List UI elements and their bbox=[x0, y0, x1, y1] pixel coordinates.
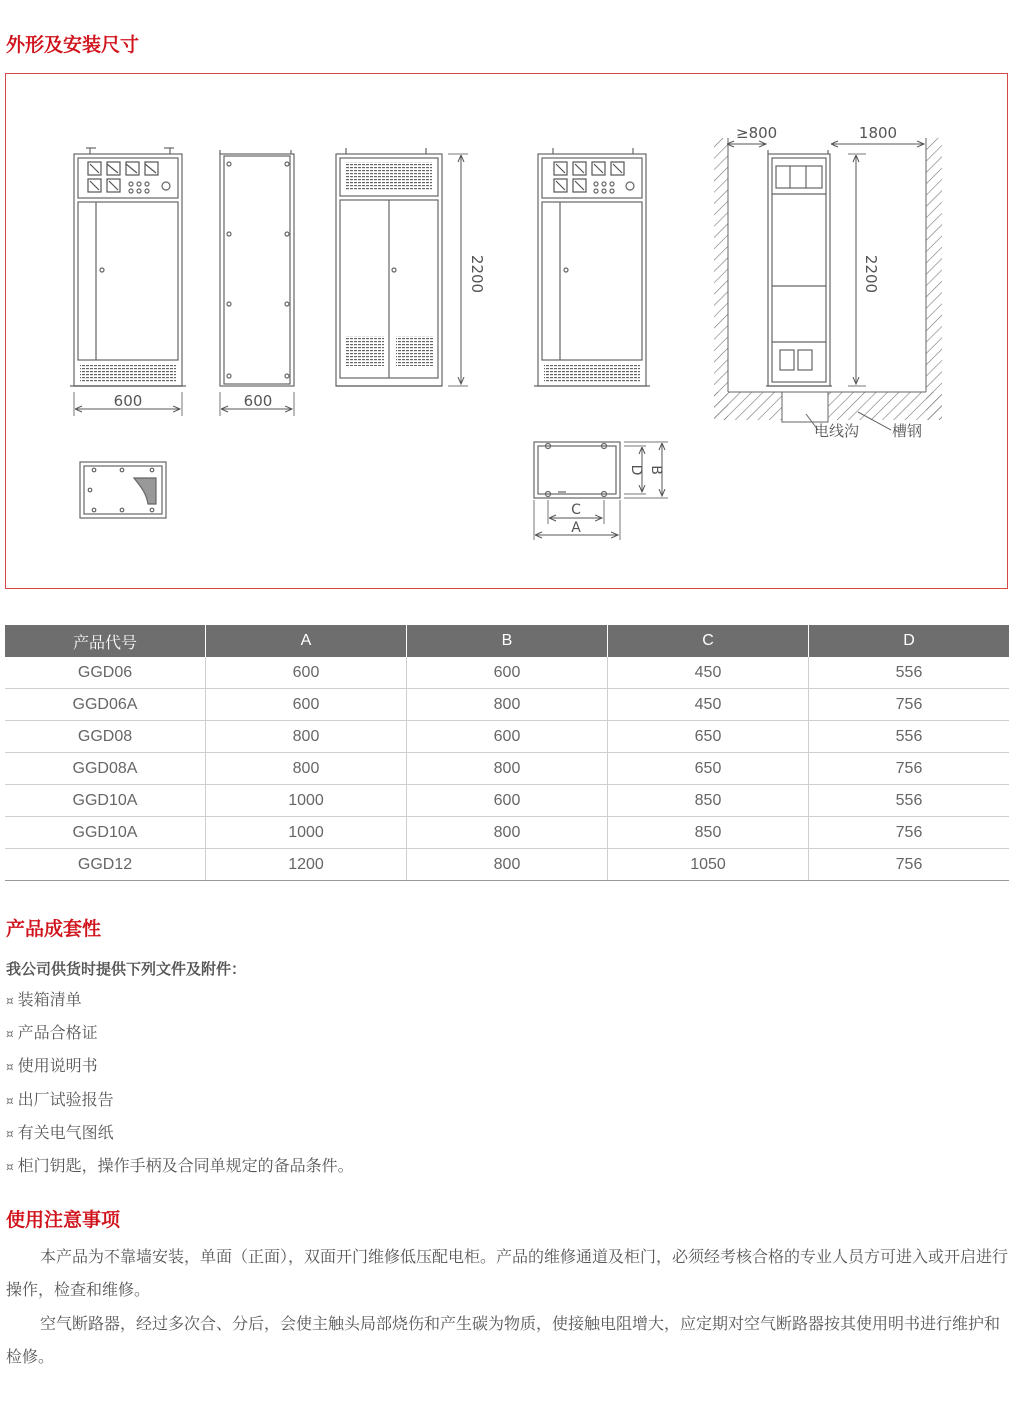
dim-a-label: A bbox=[571, 520, 581, 536]
cell-b: 600 bbox=[407, 657, 608, 689]
cell-c: 850 bbox=[608, 817, 809, 849]
bullet-icon: ¤ bbox=[6, 1159, 14, 1174]
side-view-cabinet bbox=[220, 150, 294, 386]
cell-a: 800 bbox=[206, 721, 407, 753]
table-row bbox=[5, 785, 1009, 817]
list-item bbox=[6, 1116, 354, 1149]
header-d: D bbox=[809, 625, 1010, 657]
dim-b-label: B bbox=[648, 465, 664, 475]
cell-product-code: GGD10A bbox=[5, 785, 206, 817]
list-item-label: 柜门钥匙，操作手柄及合同单规定的备品条件。 bbox=[17, 1155, 354, 1175]
notes-paragraph-2: 空气断路器，经过多次合、分后，会使主触头局部烧伤和产生碳为物质，使接触电阻增大，应定期对空气断路器按其使用明书进行维护和检修。 bbox=[6, 1314, 1001, 1366]
header-product-code: 产品代号 bbox=[5, 625, 206, 657]
table-row bbox=[5, 817, 1009, 849]
cell-product-code: GGD10A bbox=[5, 817, 206, 849]
cell-a: 1200 bbox=[206, 849, 407, 881]
cell-product-code: GGD12 bbox=[5, 849, 206, 881]
front-clearance-label: 1800 bbox=[858, 124, 898, 142]
header-c: C bbox=[608, 625, 809, 657]
cell-d: 556 bbox=[809, 657, 1010, 689]
table-row bbox=[5, 849, 1009, 881]
cell-b: 600 bbox=[407, 721, 608, 753]
bullet-icon: ¤ bbox=[6, 1060, 14, 1075]
side-width-label: 600 bbox=[243, 392, 273, 410]
table-row bbox=[5, 753, 1009, 785]
cell-d: 756 bbox=[809, 817, 1010, 849]
bullet-icon: ¤ bbox=[6, 1126, 14, 1141]
bullet-icon: ¤ bbox=[6, 994, 14, 1008]
cell-d: 756 bbox=[809, 753, 1010, 785]
list-item-label: 使用说明书 bbox=[17, 1056, 98, 1076]
table-header-row bbox=[5, 625, 1009, 657]
cabinet-height-label: 2200 bbox=[468, 254, 486, 294]
cell-c: 650 bbox=[608, 721, 809, 753]
front-view-cabinet-alt bbox=[534, 148, 650, 386]
cabinet-drawings bbox=[6, 74, 1009, 590]
header-b: B bbox=[407, 625, 608, 657]
rear-clearance-label: ≥800 bbox=[736, 124, 778, 142]
notes-paragraph-1: 本产品为不靠墙安装，单面（正面），双面开门维修低压配电柜。产品的维修通道及柜门，必须经考核合格的专业人员方可进入或开启进行操作，检查和维修。 bbox=[6, 1247, 1009, 1299]
list-item-label: 产品合格证 bbox=[17, 1023, 98, 1043]
dim-d-label: D bbox=[628, 464, 644, 476]
cell-c: 450 bbox=[608, 689, 809, 721]
cell-d: 756 bbox=[809, 689, 1010, 721]
front-view-cabinet bbox=[70, 148, 186, 386]
cell-product-code: GGD06A bbox=[5, 689, 206, 721]
front-width-label: 600 bbox=[113, 392, 143, 410]
cell-a: 1000 bbox=[206, 785, 407, 817]
list-item bbox=[6, 1049, 354, 1082]
bullet-icon: ¤ bbox=[6, 1093, 14, 1108]
cell-b: 800 bbox=[407, 849, 608, 881]
cell-c: 450 bbox=[608, 657, 809, 689]
dimension-drawing-panel bbox=[5, 73, 1008, 589]
cell-d: 556 bbox=[809, 721, 1010, 753]
cell-b: 800 bbox=[407, 753, 608, 785]
table-row bbox=[5, 657, 1009, 689]
cell-a: 1000 bbox=[206, 817, 407, 849]
list-item-label: 有关电气图纸 bbox=[17, 1122, 114, 1142]
cell-b: 800 bbox=[407, 817, 608, 849]
list-item bbox=[6, 1083, 354, 1116]
cell-a: 800 bbox=[206, 753, 407, 785]
list-item bbox=[6, 1149, 354, 1182]
cable-trench-label: 电线沟 bbox=[814, 422, 860, 440]
list-item-label: 出厂试验报告 bbox=[17, 1089, 114, 1109]
cell-b: 800 bbox=[407, 689, 608, 721]
channel-steel-label: 槽钢 bbox=[892, 422, 923, 440]
base-plan-left bbox=[80, 462, 166, 518]
section-title-outline: 外形及安装尺寸 bbox=[6, 34, 140, 56]
supply-lead-text: 我公司供货时提供下列文件及附件： bbox=[6, 960, 247, 978]
list-item bbox=[6, 983, 354, 1016]
bullet-icon: ¤ bbox=[6, 1027, 14, 1042]
cell-d: 556 bbox=[809, 785, 1010, 817]
cell-product-code: GGD08 bbox=[5, 721, 206, 753]
cell-a: 600 bbox=[206, 689, 407, 721]
installation-section bbox=[714, 124, 942, 440]
list-item bbox=[6, 1016, 354, 1049]
cell-b: 600 bbox=[407, 785, 608, 817]
cell-a: 600 bbox=[206, 657, 407, 689]
table-row bbox=[5, 689, 1009, 721]
double-door-cabinet bbox=[336, 148, 442, 386]
list-item-label: 装箱清单 bbox=[17, 990, 82, 1009]
table-row bbox=[5, 721, 1009, 753]
header-a: A bbox=[206, 625, 407, 657]
base-plan-dimensioned bbox=[534, 442, 620, 498]
cell-c: 650 bbox=[608, 753, 809, 785]
supplied-documents-list bbox=[6, 983, 354, 1182]
section-title-notes: 使用注意事项 bbox=[6, 1209, 121, 1231]
dimension-spec-table bbox=[5, 625, 1009, 881]
cell-c: 1050 bbox=[608, 849, 809, 881]
cell-d: 756 bbox=[809, 849, 1010, 881]
cell-product-code: GGD06 bbox=[5, 657, 206, 689]
dim-c-label: C bbox=[571, 502, 581, 518]
cell-product-code: GGD08A bbox=[5, 753, 206, 785]
install-height-label: 2200 bbox=[862, 254, 880, 294]
cell-c: 850 bbox=[608, 785, 809, 817]
section-title-completeness: 产品成套性 bbox=[6, 918, 102, 940]
